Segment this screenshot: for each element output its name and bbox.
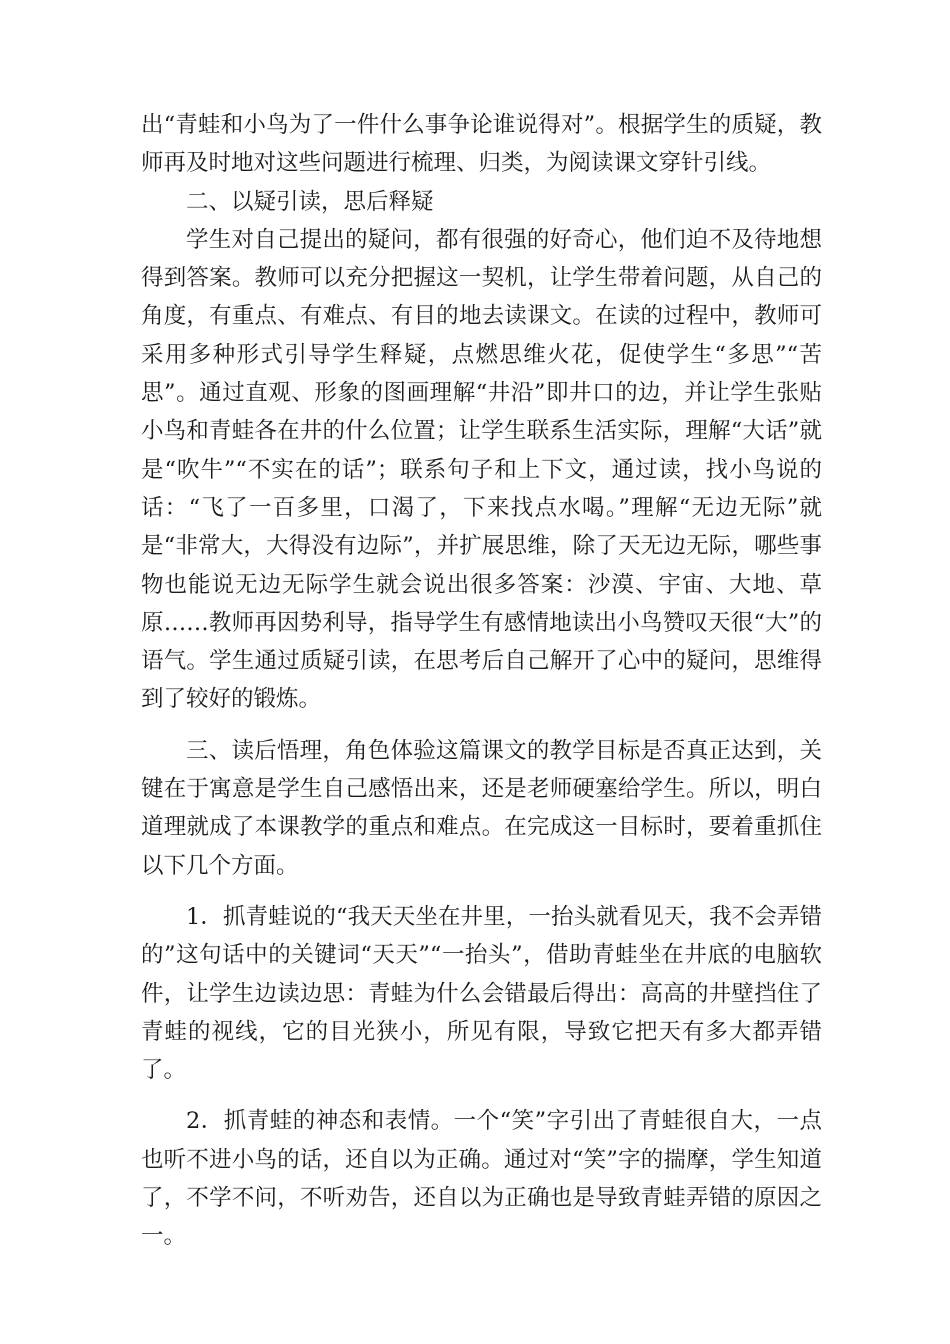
paragraph-point-1: 1．抓青蛙说的“我天天坐在井里，一抬头就看见天，我不会弄错的”这句话中的关键词“天天”“一抬头”，借助青蛙坐在井底的电脑软件，让学生边读边思：青蛙为什么会错最后得出：高高的井壁挡住了青蛙的视线，它的目光狭小，所见有限，导致它把天有多大都弄错了。: [141, 903, 822, 1084]
paragraph-continuation: 出“青蛙和小鸟为了一件什么事争论谁说得对”。根据学生的质疑，教师再及时地对这些问题进行梳理、归类，为阅读课文穿针引线。: [141, 112, 822, 177]
paragraph-section-2: 学生对自己提出的疑问，都有很强的好奇心，他们迫不及待地想得到答案。教师可以充分把握这一契机，让学生带着问题，从自己的角度，有重点、有难点、有目的地去读课文。在读的过程中，教师可采用多种形式引导学生释疑，点燃思维火花，促使学生“多思”“苦思”。通过直观、形象的图画理解“井沿”即井口的边，并让学生张贴小鸟和青蛙各在井的什么位置；让学生联系生活实际，理解“大话”就是“吹牛”“不实在的话”；联系句子和上下文，通过读，找小鸟说的话：“飞了一百多里，口渴了，下来找点水喝。”理解“无边无际”就是“非常大，大得没有边际”，并扩展思维，除了天无边无际，哪些事物也能说无边无际学生就会说出很多答案：沙漠、宇宙、大地、草原……教师再因势利导，指导学生有感情地读出小鸟赞叹天很“大”的语气。学生通过质疑引读，在思考后自己解开了心中的疑问，思维得到了较好的锻炼。: [141, 226, 822, 713]
paragraph-point-2: 2．抓青蛙的神态和表情。一个“笑”字引出了青蛙很自大，一点也听不进小鸟的话，还自以为正确。通过对“笑”字的揣摩，学生知道了，不学不问，不听劝告，还自以为正确也是导致青蛙弄错的原因之一。: [141, 1108, 822, 1250]
section-heading-3: 三、读后悟理，角色体验这篇课文的教学目标是否真正达到，关键在于寓意是学生自己感悟出来，还是老师硬塞给学生。所以，明白道理就成了本课教学的重点和难点。在完成这一目标时，要着重抓住以下几个方面。: [141, 737, 822, 879]
document-body: [141, 106, 822, 1256]
section-heading-2: 二、以疑引读，思后释疑: [186, 188, 434, 215]
